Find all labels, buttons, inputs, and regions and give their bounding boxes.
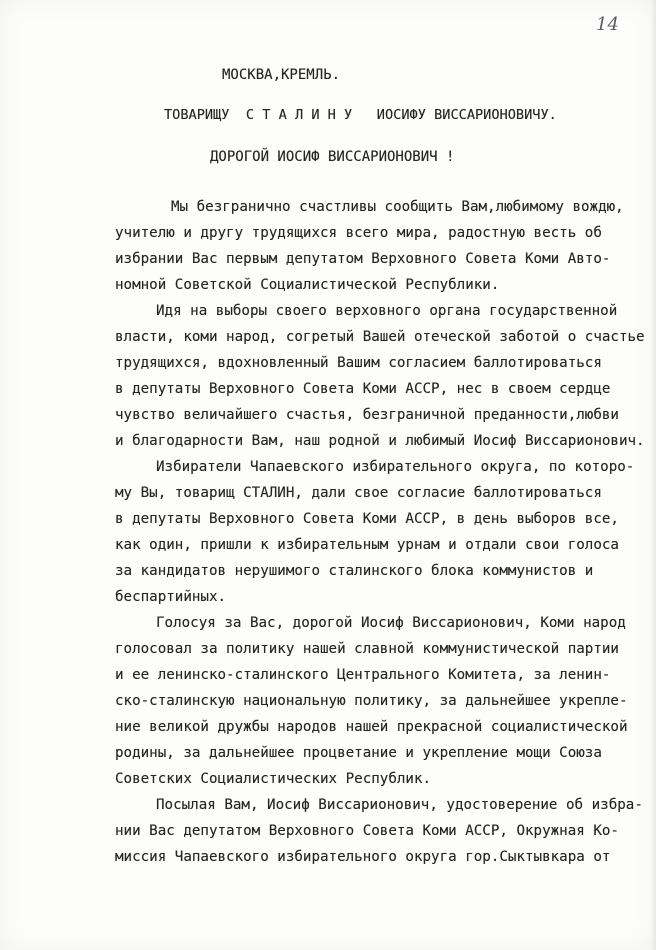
text-line: власти, коми народ, согретый Вашей отеческой заботой о счастье <box>115 329 645 345</box>
salutation-line: ДОРОГОЙ ИОСИФ ВИССАРИОНОВИЧ ! <box>210 149 455 165</box>
text-line: родины, за дальнейшее процветание и укрепление мощи Союза <box>115 745 602 761</box>
text-line: Советских Социалистических Республик. <box>115 771 432 787</box>
text-line: и ее ленинско-сталинского Центрального Комитета, за ленин- <box>115 667 611 683</box>
text-line: беспартийных. <box>115 589 227 605</box>
text-line: и благодарности Вам, наш родной и любимый Иосиф Виссарионович. <box>115 433 645 449</box>
address-line: МОСКВА,КРЕМЛЬ. <box>222 67 341 83</box>
text-line: нии Вас депутатом Верховного Совета Коми АССР, Окружная Ко- <box>115 823 619 839</box>
text-line: в депутаты Верховного Совета Коми АССР, нес в своем сердце <box>115 381 611 397</box>
text-line: номной Советской Социалистической Республики. <box>115 277 500 293</box>
text-line: му Вы, товарищ СТАЛИН, дали свое согласие баллотироваться <box>115 485 602 501</box>
recipient-line: ТОВАРИЩУ С Т А Л И Н У ИОСИФУ ВИССАРИОНОВИЧУ. <box>164 107 557 123</box>
text-line: голосовал за политику нашей славной коммунистической партии <box>115 641 619 657</box>
text-line: ние великой дружбы народов нашей прекрасной социалистической <box>115 719 628 735</box>
scan-edge-shadow <box>650 0 656 950</box>
text-line: миссия Чапаевского избирательного округа гор.Сыктывкара от <box>115 849 611 865</box>
text-line: Идя на выборы своего верховного органа государственной <box>156 303 618 319</box>
handwritten-page-number: 14 <box>596 14 619 35</box>
text-line: Голосуя за Вас, дорогой Иосиф Виссарионович, Коми народ <box>156 615 626 631</box>
text-line: трудящихся, вдохновленный Вашим согласием баллотироваться <box>115 355 602 371</box>
text-line: Посылая Вам, Иосиф Виссарионович, удостоверение об избра- <box>156 797 643 813</box>
text-line: ско-сталинскую национальную политику, за дальнейшее укрепле- <box>115 693 628 709</box>
text-line: в депутаты Верховного Совета Коми АССР, в день выборов все, <box>115 511 619 527</box>
text-line: как один, пришли к избирательным урнам и отдали свои голоса <box>115 537 619 553</box>
text-line: учителю и другу трудящихся всего мира, радостную весть об <box>115 225 602 241</box>
text-line: за кандидатов нерушимого сталинского блока коммунистов и <box>115 563 594 579</box>
text-line: чувство величайшего счастья, безграничной преданности,любви <box>115 407 619 423</box>
text-line: Мы безгранично счастливы сообщить Вам,любимому вождю, <box>171 199 624 215</box>
text-line: избрании Вас первым депутатом Верховного Совета Коми Авто- <box>115 251 611 267</box>
text-line: Избиратели Чапаевского избирательного округа, по которо- <box>156 459 635 475</box>
